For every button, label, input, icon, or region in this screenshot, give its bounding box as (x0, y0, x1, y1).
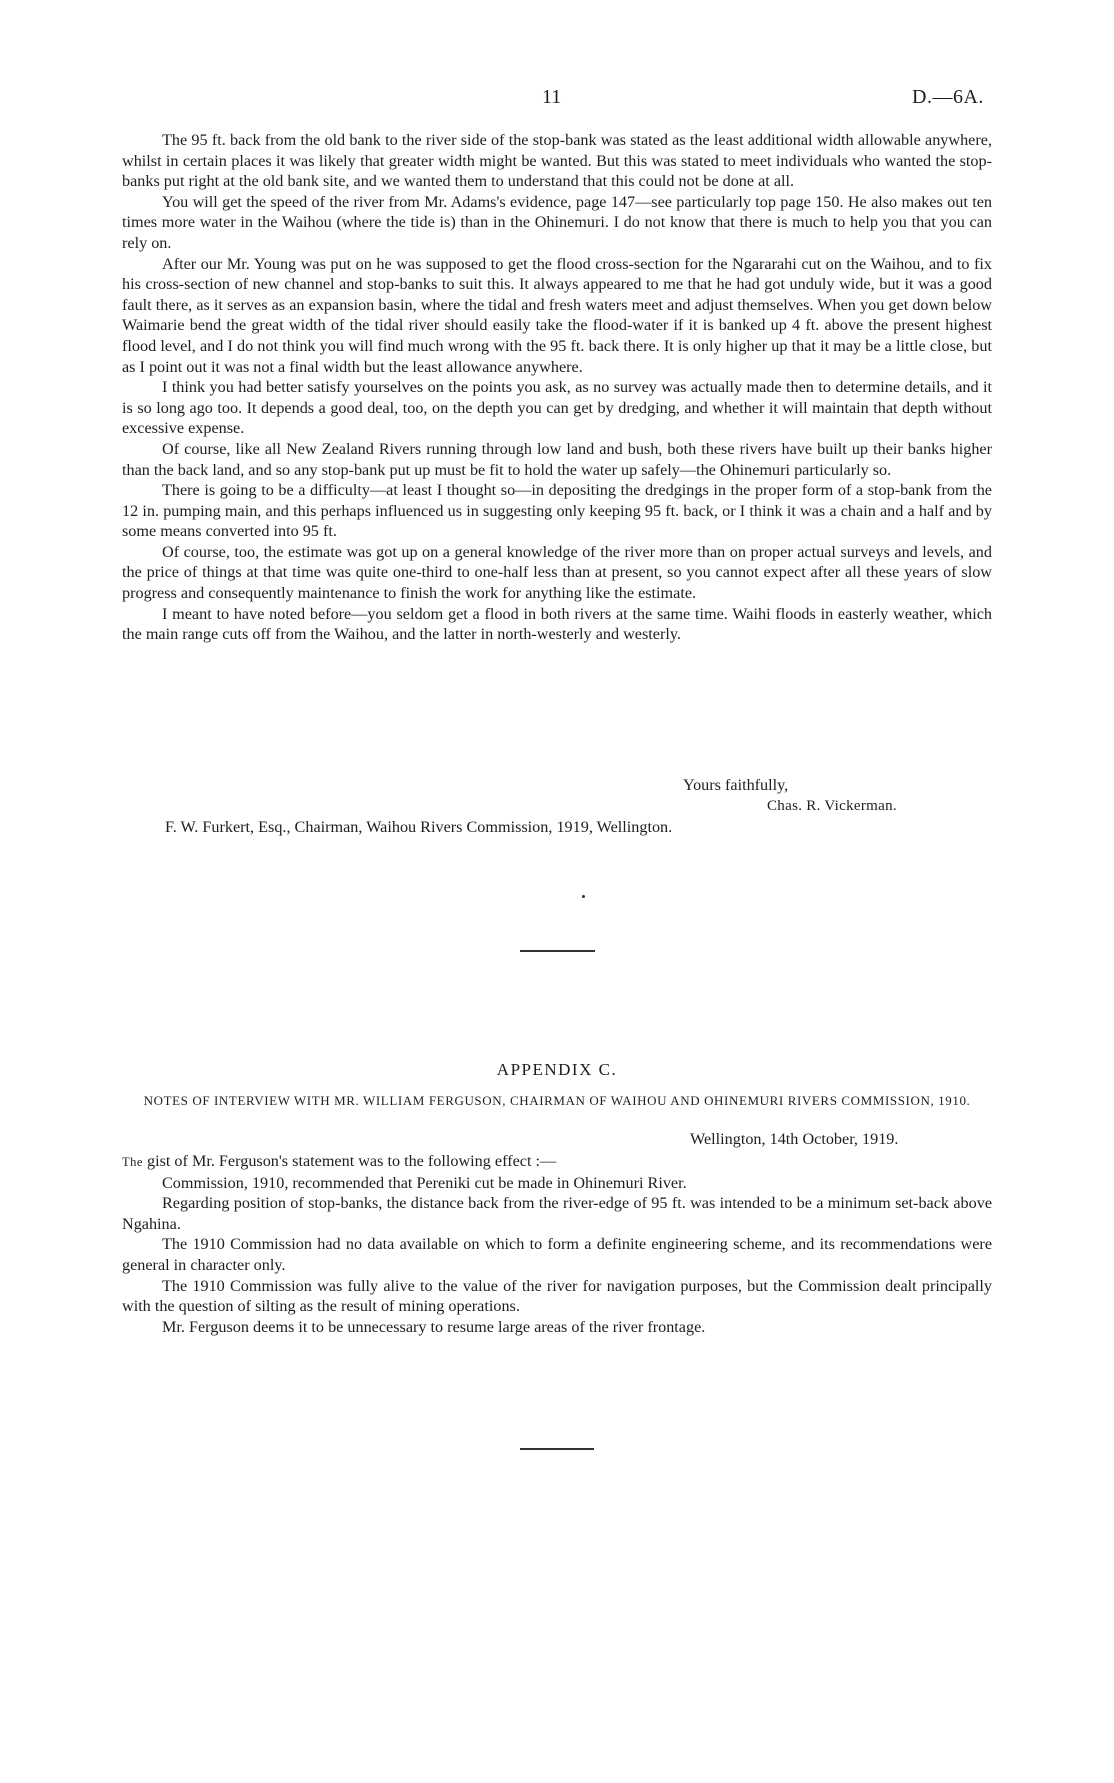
interview-title: NOTES OF INTERVIEW WITH MR. WILLIAM FERGUSON, CHAIRMAN OF WAIHOU AND OHINEMURI RIVERS COMMISSION, 1910. (143, 1093, 971, 1108)
appendix-body (122, 1151, 992, 1337)
letter-paragraph: The 95 ft. back from the old bank to the river side of the stop-bank was stated as the least additional width allowable anywhere, whilst in certain places it was likely that greater width might be wanted. But this was stated to meet individuals who wanted the stop-banks put right at the old bank site, and we wanted them to understand that this could not be done at all. (122, 131, 992, 191)
lead-paragraph-text: gist of Mr. Ferguson's statement was to the following effect :— (146, 1152, 557, 1170)
interview-date: Wellington, 14th October, 1919. (690, 1130, 899, 1148)
letter-body (122, 130, 992, 645)
page-number: 11 (542, 86, 562, 108)
appendix-paragraph (122, 1151, 992, 1173)
appendix-heading: APPENDIX C. (496, 1060, 618, 1079)
document-reference: D.—6A. (912, 86, 984, 108)
section-divider (520, 950, 595, 952)
letter-addressee: F. W. Furkert, Esq., Chairman, Waihou Rivers Commission, 1919, Wellington. (165, 818, 673, 836)
letter-paragraph: Of course, too, the estimate was got up on a general knowledge of the river more than on proper actual surveys and levels, and the price of things at that time was quite one-third to one-half less than at present, so you cannot expect after all these years of slow progress and consequently maintenance to finish the work for anything like the estimate. (122, 542, 992, 603)
letter-paragraph: I meant to have noted before—you seldom get a flood in both rivers at the same time. Waihi floods in easterly weather, which the main range cuts off from the Waihou, and the latter in north-westerly and westerly. (122, 604, 992, 644)
appendix-paragraph: Commission, 1910, recommended that Pereniki cut be made in Ohinemuri River. (162, 1173, 687, 1192)
letter-paragraph: There is going to be a difficulty—at least I thought so—in depositing the dredgings in the proper form of a stop-bank from the 12 in. pumping main, and this perhaps influenced us in suggesting only keeping 95 ft. back, or I think it was a chain and a half and by some means converted into 95 ft. (122, 481, 992, 541)
appendix-paragraph: The 1910 Commission was fully alive to the value of the river for navigation purposes, but the Commission dealt principally with the question of silting as the result of mining operations. (122, 1276, 992, 1316)
appendix-paragraph: Mr. Ferguson deems it to be unnecessary to resume large areas of the river frontage. (162, 1317, 706, 1336)
lead-word: The (122, 1155, 143, 1169)
appendix-paragraph: The 1910 Commission had no data available on which to form a definite engineering scheme, and its recommendations were general in character only. (122, 1235, 992, 1274)
letter-paragraph: After our Mr. Young was put on he was supposed to get the flood cross-section for the Ngararahi cut on the Waihou, and to fix his cross-section of new channel and stop-banks to suit this. It always appeared to me that he had got unduly wide, but it was a good fault there, as it serves as an expansion basin, where the tidal and fresh waters meet and adjust themselves. When you get down below Waimarie bend the great width of the tidal river should easily take the flood-water if it is banked up 4 ft. above the present highest flood level, and I do not think you will find much wrong with the 95 ft. back there. It is only higher up that it may be a little close, but as I point out it was not a final width but the least allowance anywhere. (122, 254, 992, 376)
stray-mark (582, 895, 585, 898)
letter-paragraph: I think you had better satisfy yourselves on the points you ask, as no survey was actually made then to determine details, and it is so long ago too. It depends a good deal, too, on the depth you can get by dredging, and whether it will maintain that depth without excessive expense. (122, 378, 992, 438)
letter-closing: Yours faithfully, (683, 776, 789, 794)
section-divider (520, 1448, 594, 1450)
letter-paragraph: Of course, like all New Zealand Rivers running through low land and bush, both these rivers have built up their banks higher than the back land, and so any stop-bank put up must be fit to hold the water up safely—the Ohinemuri particularly so. (122, 439, 992, 479)
appendix-paragraph: Regarding position of stop-banks, the distance back from the river-edge of 95 ft. was intended to be a minimum set-back above Ngahina. (122, 1194, 992, 1233)
letter-signature: Chas. R. Vickerman. (767, 798, 897, 814)
letter-paragraph: You will get the speed of the river from Mr. Adams's evidence, page 147—see particularly top page 150. He also makes out ten times more water in the Waihou (where the tide is) than in the Ohinemuri. I do not know that there is much to help you that you can rely on. (122, 192, 992, 252)
